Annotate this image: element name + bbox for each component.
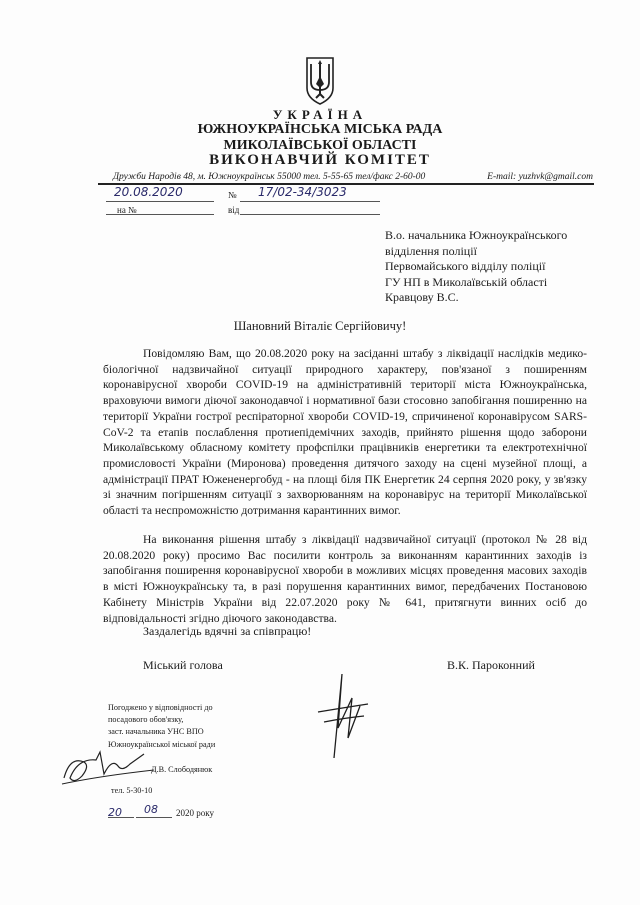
coat-of-arms-icon [304, 54, 336, 106]
registration-number: 17/02-34/3023 [258, 185, 347, 199]
approval-line: заст. начальника УНС ВПО [108, 727, 204, 737]
signatory-name: В.К. Пароконний [447, 658, 535, 672]
recipient-line: В.о. начальника Южноукраїнського [385, 228, 568, 242]
header-oblast: МИКОЛАЇВСЬКОЇ ОБЛАСТІ [223, 138, 417, 153]
registration-date-line [106, 201, 214, 202]
signatory-position: Міський голова [143, 658, 223, 672]
reference-label: на № [117, 205, 137, 215]
body-paragraph-3: Заздалегідь вдячні за співпрацю! [143, 624, 312, 638]
registration-number-line [240, 201, 380, 202]
approval-date-day-line [108, 817, 134, 818]
from-label: від [228, 205, 240, 215]
recipient-block [385, 228, 625, 306]
recipient-line: Кравцову В.С. [385, 290, 459, 304]
header-committee: ВИКОНАВЧИЙ КОМІТЕТ [209, 152, 431, 168]
recipient-line: Первомайського відділу поліції [385, 259, 546, 273]
approval-line: посадового обов'язку, [108, 715, 184, 725]
recipient-line: ГУ НП в Миколаївській області [385, 274, 548, 289]
header-email: E-mail: yuzhvk@gmail.com [487, 172, 593, 182]
registration-date: 20.08.2020 [114, 185, 183, 199]
handwritten-signature-icon [312, 668, 372, 760]
recipient-line: відділення поліції [385, 243, 477, 258]
header-address-line [113, 172, 593, 182]
approval-date-year: 2020 року [176, 808, 214, 818]
header-council: ЮЖНОУКРАЇНСЬКА МІСЬКА РАДА [197, 122, 443, 137]
reference-line [106, 214, 214, 215]
registration-number-sign: № [228, 190, 237, 200]
salutation: Шановний Віталіє Сергійовичу! [233, 319, 407, 333]
approval-line: Погоджено у відповідності до [108, 703, 213, 712]
approval-phone: тел. 5-30-10 [111, 786, 153, 795]
approval-line: Южноукраїнської міської ради [108, 739, 216, 749]
body-paragraph-2: На виконання рішення штабу з ліквідації надзвичайної ситуації (протокол № 28 від 20.08.2020 року) просимо Вас посилити контроль за виконанням карантинних заходів із запобігання поширення коронавірусної хвороби в можливих місцях проведення масових заходів в місті Южноукраїнську та, в разі порушення карантинних вимог, передбачених Постановою Кабінету Міністрів України від 22.07.2020 року № 641, притягнути винних осіб до відповідальності згідно діючого законодавства. [103, 533, 587, 625]
from-line [240, 214, 380, 215]
approval-date-month: 08 [144, 803, 158, 816]
approval-signature-icon [60, 748, 158, 788]
body-paragraph-1: Повідомляю Вам, що 20.08.2020 року на засіданні штабу з ліквідації наслідків медико-біологічної надзвичайної ситуації природного характеру, пов'язаної з поширенням коронавірусної хвороби COVID-19 на адміністративній території міста Южноукраїнська, враховуючи вимоги діючої законодавчої і нормативної бази стосовно запобігання поширенню на території України гострої респіраторної хвороби COVID-19, спричиненої коронавірусом SARS-CoV-2 та етапів послаблення протиепідемічних заходів, прийнято рішення щодо заборони Миколаївському обласному комітету профспілки працівників енергетики та електротехнічної промисловості України (Миронова) проведення дитячого заходу на сцені музейної площі, а адміністрації ПРАТ Южененергобуд - на площі біля ПК Енергетик 24 серпня 2020 року, у зв'язку зі значним погіршенням ситуації з захворюванням на коронавірус на території Миколаївської області та неспроможністю дотримання карантинних вимог. [103, 347, 587, 518]
header-country: УКРАЇНА [272, 107, 368, 122]
approval-block [108, 702, 288, 751]
approval-date-day: 20 [108, 806, 122, 819]
approval-date-month-line [136, 817, 172, 818]
header-address: Дружби Народів 48, м. Южноукраїнськ 55000 тел. 5-55-65 тел/факс 2-60-00 [113, 172, 426, 182]
approval-name: Д.В. Слободянюк [151, 765, 213, 774]
